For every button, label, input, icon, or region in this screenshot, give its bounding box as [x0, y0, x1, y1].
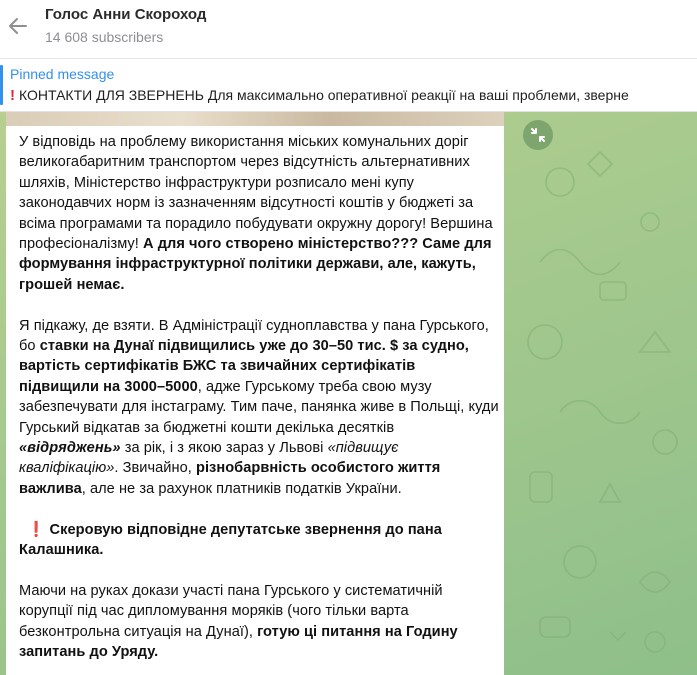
- exclamation-icon: !: [10, 87, 15, 104]
- message-paragraph: Я підкажу, де взяти. В Адміністрації судноплавства у пана Гурського, бо ставки на Дунаї підвищились уже до 30–50 тис. $ за судно, вартість сертифікатів БЖС та звичайних сертифікатів підвищили на 3000–5000, адже Гурському треба свою музу забезпечувати для інстаграму. Тим паче, панянка живе в Польщі, куди Гурський відкатав за бюджетні кошти декілька десятків «відряджень» за рік, і з якою зараз у Львові «підвищує кваліфікацію». Звичайно, різнобарвність особистого життя важлива, але не за рахунок платників податків України.: [19, 317, 499, 497]
- arrow-left-icon: [4, 12, 32, 40]
- exclamation-icon: ❗: [19, 521, 46, 538]
- message-bubble: [6, 112, 504, 675]
- pinned-indicator: [0, 65, 3, 105]
- subscriber-count: 14 608 subscribers: [45, 29, 164, 45]
- message-paragraph: Маючи на руках докази участі пана Гурського у систематичній корупції під час дипломування моряків (чого тільки варта безконтрольна ситуація на Дунаї), готую ці питання на Годину запитань до Уряду.: [19, 582, 458, 661]
- pinned-preview: [10, 87, 629, 104]
- pinned-label: Pinned message: [10, 66, 115, 82]
- message-photo[interactable]: [6, 112, 504, 126]
- chat-area: [0, 112, 697, 675]
- message-paragraph: ❗ Скеровую відповідне депутатське звернення до пана Калашника.: [19, 521, 442, 559]
- collapse-media-button[interactable]: [523, 120, 553, 150]
- pinned-preview-text: КОНТАКТИ ДЛЯ ЗВЕРНЕНЬ Для максимально оперативної реакції на ваші проблеми, зверне: [19, 87, 629, 103]
- channel-title[interactable]: Голос Анни Скороход: [45, 6, 207, 23]
- pinned-message-bar[interactable]: [0, 59, 697, 112]
- collapse-arrows-icon: [523, 120, 553, 150]
- message-paragraph: У відповідь на проблему використання міських комунальних доріг великогабаритним транспортом через відсутність альтернативних шляхів, Міністерство інфраструктури розписало мені купу законодавчих норм із зазначенням відсутності коштів у бюджеті за всіма програмами та порадило побудувати окружну дорогу! Вершина професіоналізму! А для чого створено міністерство??? Саме для формування інфраструктурної політики держави, але, кажуть, грошей немає.: [19, 134, 493, 293]
- message-text: [19, 132, 499, 675]
- back-button[interactable]: [4, 12, 32, 40]
- chat-header: [0, 0, 697, 59]
